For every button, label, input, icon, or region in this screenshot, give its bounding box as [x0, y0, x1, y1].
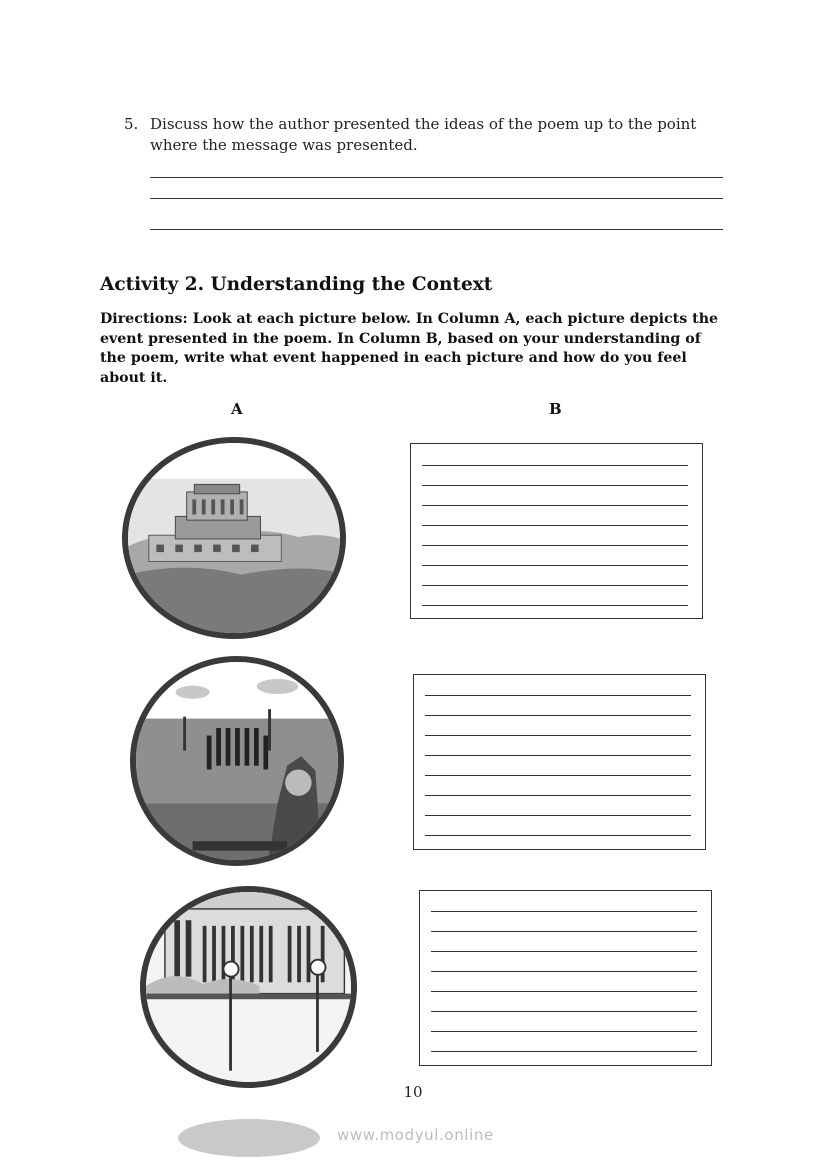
question-number: 5.	[124, 115, 139, 133]
answer-box-2[interactable]	[413, 674, 706, 850]
picture-3	[140, 886, 357, 1088]
soldiers-marching-illustration	[136, 662, 338, 860]
town-street-illustration	[146, 892, 351, 1082]
watermark-text: www.modyul.online	[337, 1126, 494, 1144]
picture-2	[130, 656, 344, 866]
answer-box-3[interactable]	[419, 890, 712, 1066]
activity-title: Activity 2. Understanding the Context	[100, 274, 493, 295]
column-a-heading: A	[231, 400, 243, 418]
column-b-heading: B	[549, 400, 562, 418]
watermark-logo	[178, 1119, 320, 1157]
answer-box-1[interactable]	[410, 443, 703, 619]
picture-1	[122, 437, 346, 639]
page-number: 10	[403, 1083, 423, 1101]
answer-line[interactable]	[150, 229, 723, 230]
answer-line[interactable]	[150, 177, 723, 178]
palace-scene-illustration	[128, 443, 340, 633]
question-text: Discuss how the author presented the ideas of the poem up to the point where the message was presented.	[150, 115, 697, 154]
answer-line[interactable]	[150, 198, 723, 199]
activity-directions: Directions: Look at each picture below. In Column A, each picture depicts the event presented in the poem. In Column B, based on your understanding of the poem, write what event happened in each picture and how do you feel about it.	[100, 311, 719, 386]
